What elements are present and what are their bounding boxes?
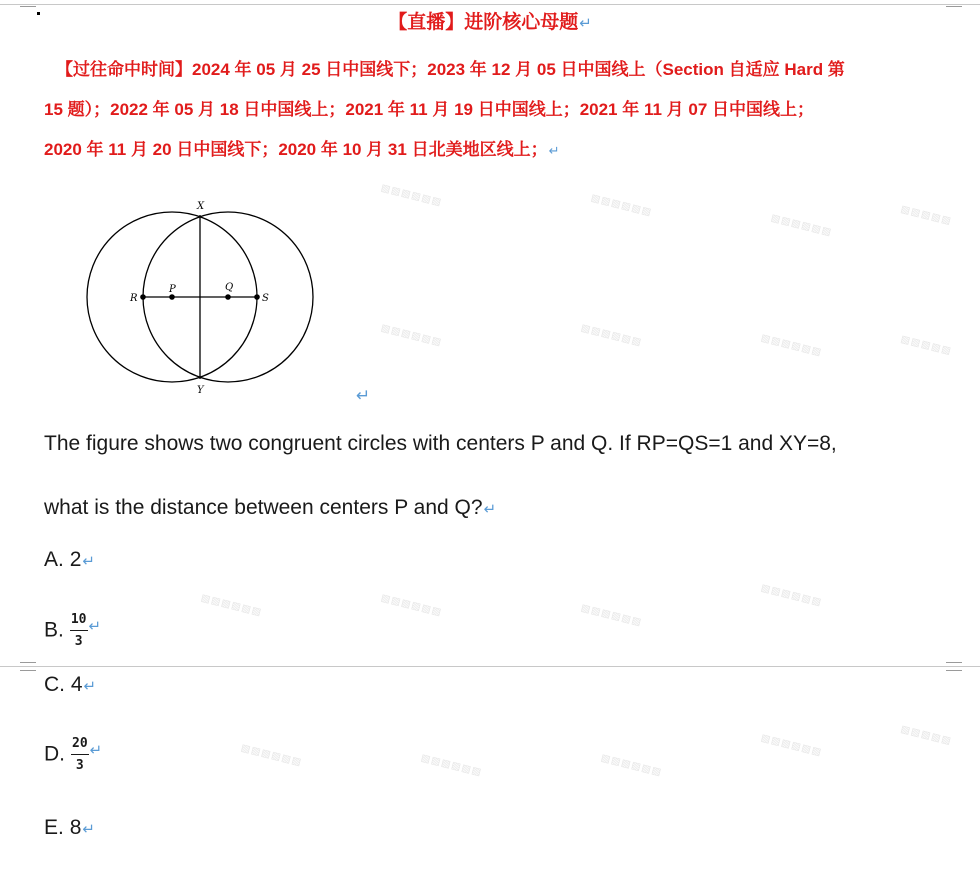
history-line-2: 15 题）；2022 年 05 月 18 日中国线上；2021 年 11 月 19 日中国线上；2021 年 11 月 07 日中国线上； (44, 100, 815, 119)
question-line-2: what is the distance between centers P and Q? (44, 496, 483, 519)
question-line-2-wrap (44, 476, 964, 542)
label-q: Q (225, 282, 234, 293)
corner-mark-top-right (946, 0, 962, 7)
point-r (140, 294, 146, 300)
choice-d[interactable] (44, 736, 102, 774)
paragraph-mark: ↵ (548, 143, 560, 158)
choice-a[interactable] (44, 548, 95, 572)
label-p: P (169, 284, 176, 295)
choice-value: 8 (69, 816, 82, 839)
paragraph-mark: ↵ (483, 501, 497, 518)
paragraph-mark: ↵ (83, 678, 97, 695)
fraction-numerator: 20 (71, 736, 89, 755)
fraction-denominator: 3 (74, 634, 83, 649)
choice-letter: A. (44, 548, 64, 571)
fraction (70, 612, 88, 650)
fraction-numerator: 10 (70, 612, 88, 631)
history-block (44, 50, 954, 171)
choice-e[interactable] (44, 816, 95, 840)
corner-mark-page-break-right (946, 662, 962, 671)
choice-letter: B. (44, 618, 64, 642)
label-x: X (197, 201, 205, 212)
question-line-1: The figure shows two congruent circles with centers P and Q. If RP=QS=1 and XY=8, (44, 432, 837, 455)
circles-figure (80, 196, 380, 396)
choice-letter: C. (44, 673, 65, 696)
page-break-rule (0, 666, 980, 667)
point-p (169, 294, 175, 300)
label-s: S (262, 293, 269, 304)
title-line (0, 7, 980, 34)
fraction (71, 736, 89, 774)
history-line-3: 2020 年 11 月 20 日中国线下；2020 年 10 月 31 日北美地区线上； (44, 140, 548, 159)
point-q (225, 294, 231, 300)
history-line-1: 【过往命中时间】2024 年 05 月 25 日中国线下；2023 年 12 月 05 日中国线上（Section 自适应 Hard 第 (56, 60, 845, 79)
choice-value: 4 (70, 673, 83, 696)
label-r: R (130, 293, 138, 304)
paragraph-mark: ↵ (356, 386, 371, 405)
choice-letter: D. (44, 742, 65, 766)
history-line-3-wrap (44, 130, 954, 171)
fraction-denominator: 3 (75, 758, 84, 773)
paragraph-mark: ↵ (82, 553, 95, 570)
point-s (254, 294, 260, 300)
doc-title: 【直播】进阶核心母题 (388, 12, 579, 33)
corner-mark-top-left (20, 0, 36, 7)
choice-value: 2 (69, 548, 82, 571)
page-top-rule (0, 4, 980, 5)
corner-mark-page-break-left (20, 662, 36, 671)
choice-letter: E. (44, 816, 64, 839)
choice-c[interactable] (44, 673, 96, 697)
paragraph-mark: ↵ (82, 821, 95, 838)
paragraph-mark: ↵ (89, 741, 103, 759)
choice-b[interactable] (44, 612, 101, 650)
question-text (44, 412, 964, 542)
paragraph-mark: ↵ (579, 15, 592, 32)
label-y: Y (197, 385, 204, 396)
paragraph-mark: ↵ (88, 617, 102, 635)
